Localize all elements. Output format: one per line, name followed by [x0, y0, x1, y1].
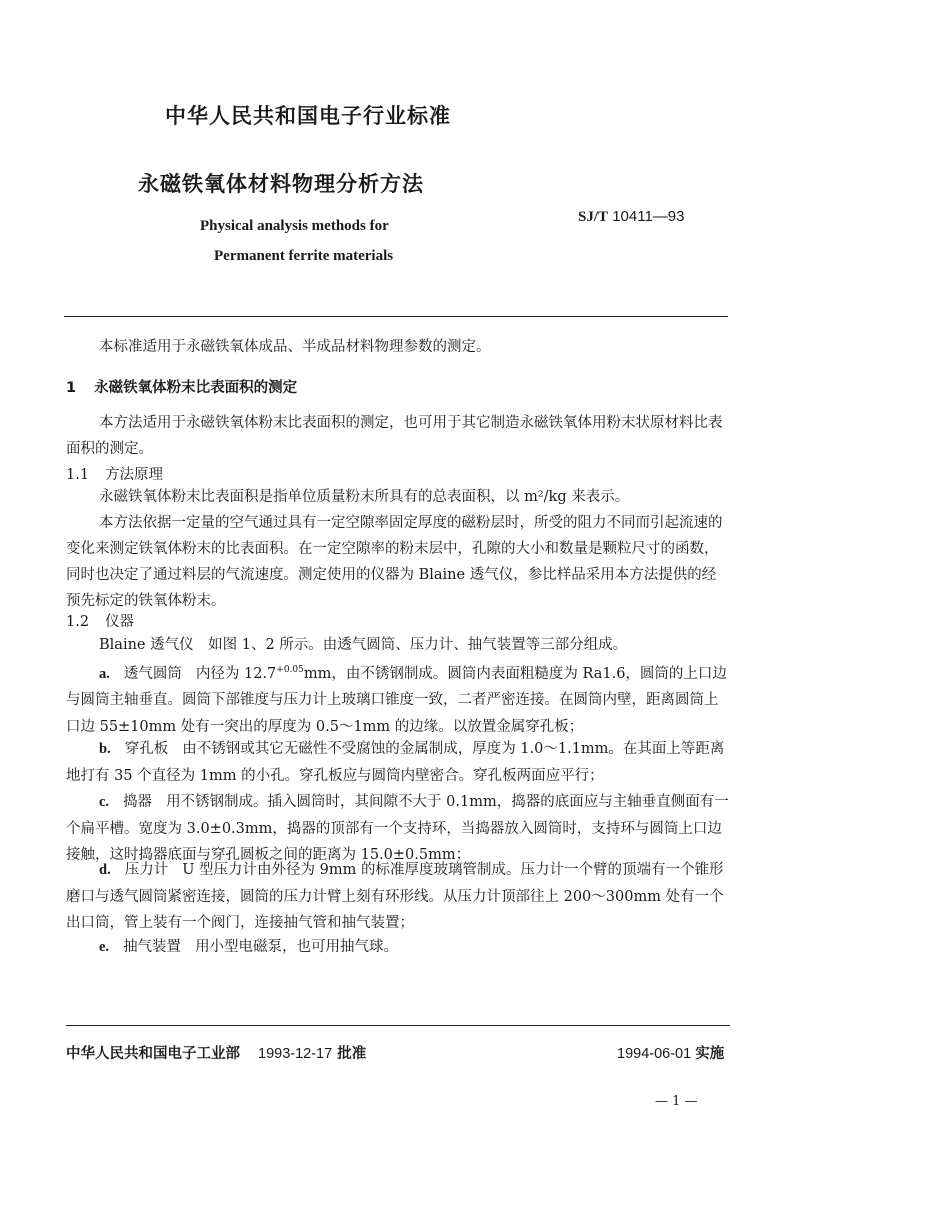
- page-number: — 1 —: [655, 1094, 698, 1109]
- approve-date: 1993-12-17: [258, 1046, 333, 1062]
- item-c-label: c.: [99, 794, 110, 810]
- section-1-2-number: 1.2: [66, 614, 90, 630]
- issuer: 中华人民共和国电子工业部: [66, 1046, 240, 1062]
- item-c-text: 用不锈钢制成。插入圆筒时，其间隙不大于 0.1mm，捣器的底面应与主轴垂直侧面有一个扁平槽。宽度为 3.0±0.3mm，捣器的顶部有一个支持环，当捣器放入圆筒时，支持环与圆筒上口边接触，这时捣器底面与穿孔圆板之间的距离为 15.0±0.5mm；: [66, 794, 729, 863]
- section-1-2-paragraph: Blaine 透气仪 如图 1、2 所示。由透气圆筒、压力计、抽气装置等三部分组成。: [99, 637, 628, 653]
- section-1-2-title: 仪器: [105, 614, 135, 630]
- item-b-name: 穿孔板: [124, 741, 169, 757]
- section-1-title: 永磁铁氧体粉末比表面积的测定: [94, 380, 298, 396]
- item-a-tolerance: +0.05: [276, 665, 304, 675]
- implementation-line: [617, 1042, 724, 1063]
- issuer-line: [66, 1042, 366, 1063]
- standard-number-value: 10411—93: [612, 208, 685, 225]
- item-c-name: 捣器: [123, 794, 153, 810]
- item-a-label: a.: [99, 665, 110, 682]
- approve-label: 批准: [337, 1046, 367, 1062]
- item-a-text-pre: 内径为 12.7: [195, 665, 277, 682]
- standard-number: [578, 208, 684, 226]
- item-e-text: 用小型电磁泵，也可用抽气球。: [195, 939, 399, 955]
- instrument-item-a: [66, 657, 730, 740]
- section-1-1-paragraph-1: 永磁铁氧体粉末比表面积是指单位质量粉末所具有的总表面积，以 m²/kg 来表示。: [99, 489, 630, 505]
- standard-number-prefix: SJ/T: [578, 209, 609, 225]
- implementation-label: 实施: [695, 1046, 725, 1062]
- item-b-text: 由不锈钢或其它无磁性不受腐蚀的金属制成，厚度为 1.0～1.1mm。在其面上等距离地打有 35 个直径为 1mm 的小孔。穿孔板应与圆筒内壁密合。穿孔板两面应平行；: [66, 741, 725, 784]
- english-title-line1: Physical analysis methods for: [200, 218, 389, 234]
- item-a-name: 透气圆筒: [123, 665, 182, 682]
- implementation-date: 1994-06-01: [617, 1046, 692, 1062]
- item-e-name: 抽气装置: [123, 939, 182, 955]
- item-b-label: b.: [99, 741, 111, 757]
- english-title-line2: Permanent ferrite materials: [214, 248, 394, 264]
- section-1-1-title: 方法原理: [105, 467, 164, 483]
- instrument-item-e: [66, 934, 730, 961]
- standard-category-title: 中华人民共和国电子行业标准: [165, 104, 451, 128]
- item-d-text: U 型压力计由外径为 9mm 的标准厚度玻璃管制成。压力计一个臂的顶端有一个锥形磨口与透气圆筒紧密连接，圆筒的压力计臂上刻有环形线。从压力计顶部往上 200～300mm 处有一个出口筒，管上装有一个阀门，连接抽气管和抽气装置；: [66, 862, 724, 931]
- section-1-heading: [66, 376, 297, 397]
- instrument-item-d: [66, 857, 730, 937]
- section-1-number: 1: [66, 380, 77, 396]
- section-1-1-heading: [66, 463, 163, 484]
- section-1-2-heading: [66, 610, 134, 631]
- document-title: 永磁铁氧体材料物理分析方法: [138, 172, 424, 196]
- section-1-1-paragraph-2: 本方法依据一定量的空气通过具有一定空隙率固定厚度的磁粉层时，所受的阻力不同而引起流速的变化来测定铁氧体粉末的比表面积。在一定空隙率的粉末层中，孔隙的大小和数量是颗粒尺寸的函数，同时也决定了通过料层的气流速度。测定使用的仪器为 Blaine 透气仪，参比样品采用本方法提供的经预先标定的铁氧体粉末。: [66, 515, 723, 609]
- scope-paragraph: 本标准适用于永磁铁氧体成品、半成品材料物理参数的测定。: [99, 339, 491, 355]
- instrument-item-b: [66, 736, 730, 789]
- section-1-paragraph: 本方法适用于永磁铁氧体粉末比表面积的测定，也可用于其它制造永磁铁氧体用粉末状原材料比表面积的测定。: [66, 415, 723, 457]
- item-a-text: mm，由不锈钢制成。圆筒内表面粗糙度为 Ra1.6，圆筒的上口边与圆筒主轴垂直。圆筒下部锥度与压力计上玻璃口锥度一致，二者严密连接。在圆筒内壁，距离圆筒上口边 55±10mm 处有一突出的厚度为 0.5～1mm 的边缘。以放置金属穿孔板；: [66, 665, 727, 735]
- section-1-1-number: 1.1: [66, 467, 90, 483]
- header-divider: [64, 316, 728, 317]
- item-d-name: 压力计: [124, 862, 169, 878]
- item-e-label: e.: [99, 939, 110, 955]
- footer-divider: [66, 1025, 730, 1026]
- item-d-label: d.: [99, 862, 111, 878]
